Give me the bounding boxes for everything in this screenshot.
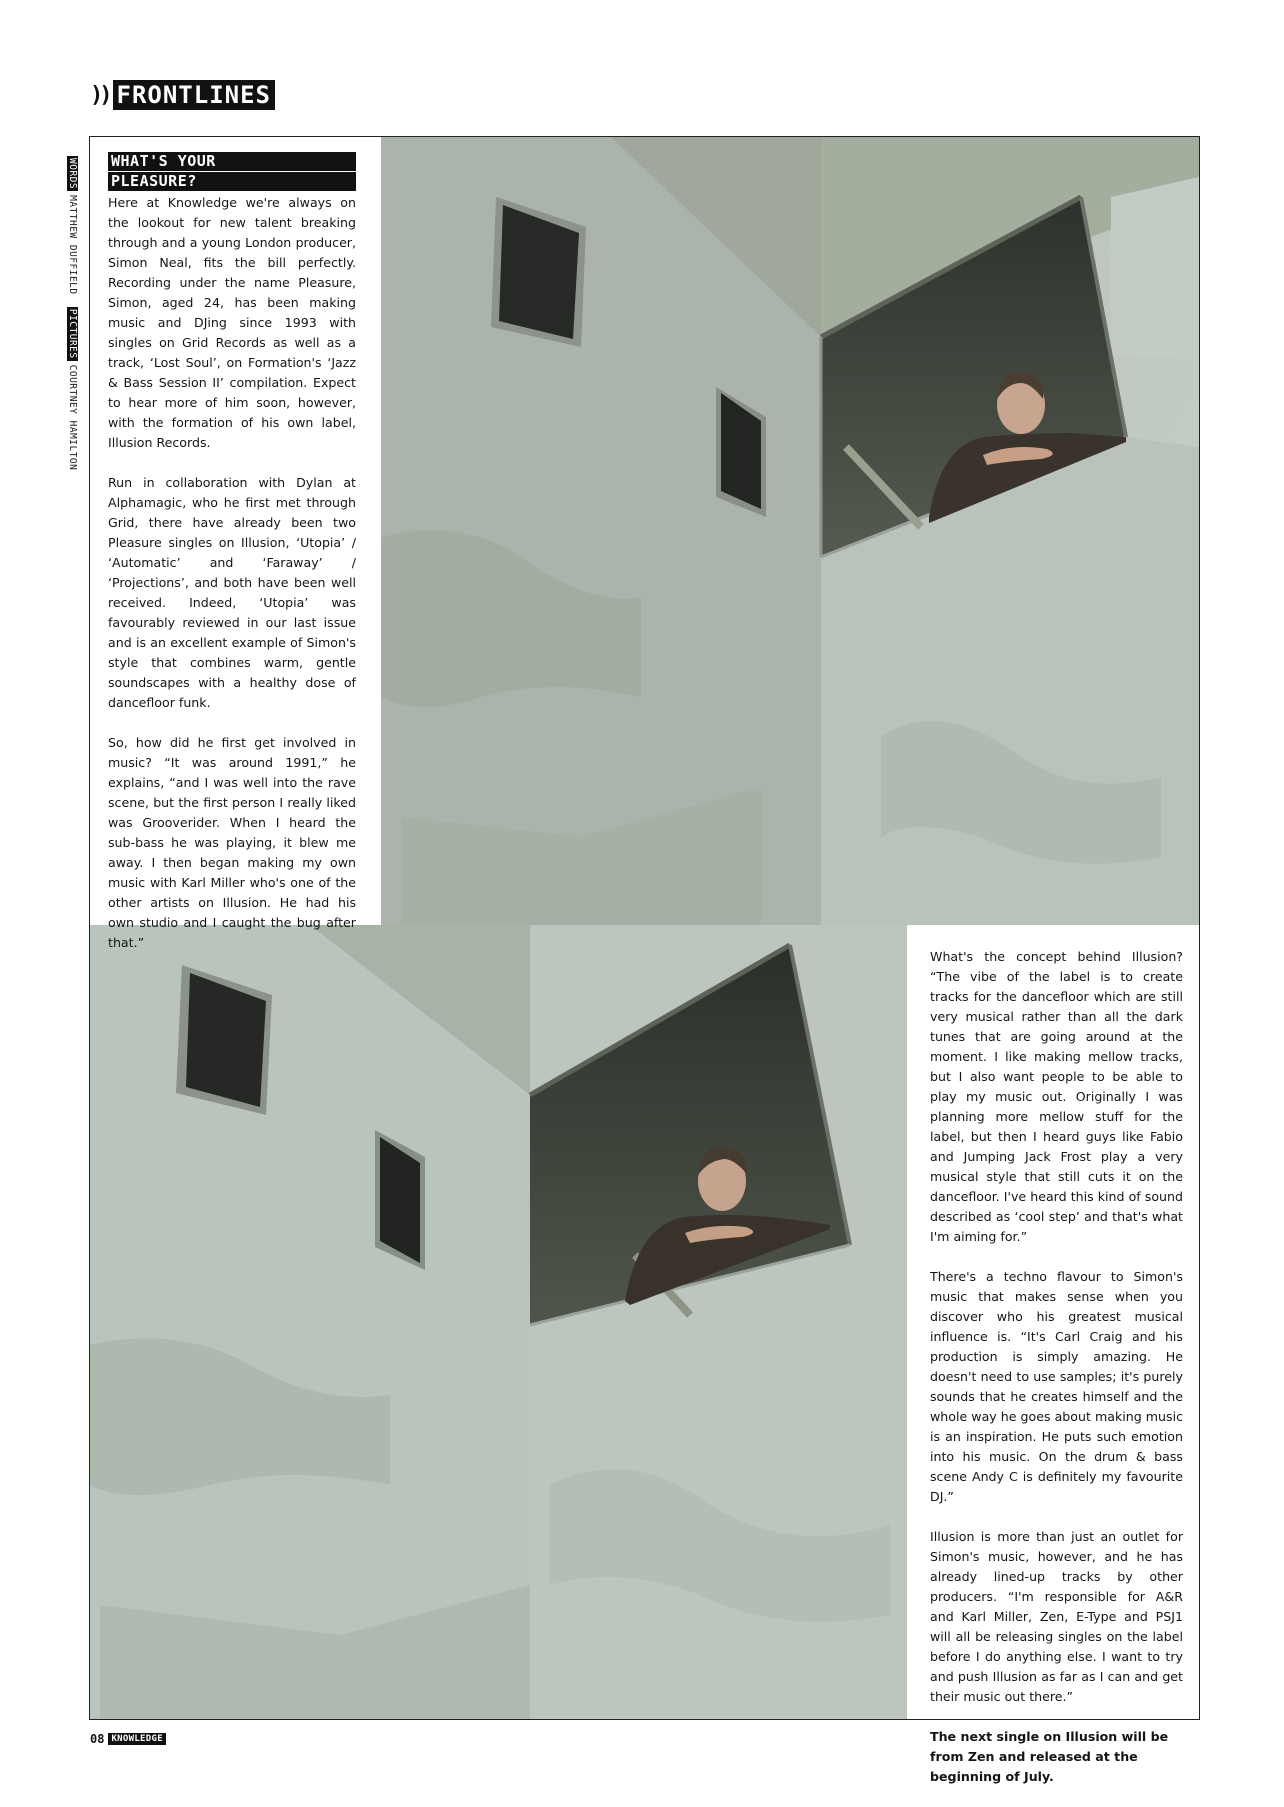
article-heading xyxy=(108,152,356,191)
paragraph: Run in collaboration with Dylan at Alphamagic, who he first met through Grid, there have already been two Pleasure singles on Illusion, ‘Utopia’ / ‘Automatic’ and ‘Faraway’ / ‘Projections’, and both have been well received. Indeed, ‘Utopia’ was favourably reviewed in our last issue and is an excellent example of Simon's style that combines warm, gentle soundscapes with a healthy dose of dancefloor funk. xyxy=(108,475,356,710)
article-column-right xyxy=(930,947,1183,1807)
credits xyxy=(64,156,80,471)
words-label: WORDS xyxy=(67,158,78,190)
heading-line-1: WHAT'S YOUR xyxy=(108,152,356,171)
photo-top-image xyxy=(381,137,1199,925)
words-name: MATTHEW DUFFIELD xyxy=(67,195,78,295)
paragraph: So, how did he first get involved in music? “It was around 1991,” he explains, “and I was well into the rave scene, but the first person I really liked was Grooverider. When I heard the sub-bass he was playing, it blew me away. I then began making my own music with Karl Miller who's one of the other artists on Illusion. He had his own studio and I caught the bug after that.” xyxy=(108,735,356,950)
photo-bottom xyxy=(90,925,907,1719)
section-header xyxy=(90,80,275,110)
pictures-label: PICTURES xyxy=(67,308,78,359)
paragraph: Illusion is more than just an outlet for Simon's music, however, and he has already lined-up tracks by other producers. “I'm responsible for A&R and Karl Miller, Zen, E-Type and PSJ1 will all be releasing singles on the label before I do anything else. I want to try and push Illusion as far as I can and get their music out there.” xyxy=(930,1529,1183,1704)
photo-bottom-image xyxy=(90,925,907,1719)
article-column-left xyxy=(108,152,356,973)
heading-line-2: PLEASURE? xyxy=(108,172,356,191)
section-arrows: )) xyxy=(90,82,109,108)
page-footer xyxy=(90,1732,166,1746)
footer-brand: KNOWLEDGE xyxy=(108,1733,165,1745)
paragraph: There's a techno flavour to Simon's music that makes sense when you discover who his greatest musical influence is. “It's Carl Craig and his production is simply amazing. He doesn't need to use samples; it's purely sounds that he creates himself and the whole way he goes about making music is an inspiration. He puts such emotion into his music. On the drum & bass scene Andy C is definitely my favourite DJ.” xyxy=(930,1269,1183,1504)
section-title: FRONTLINES xyxy=(113,80,276,110)
closing-note: The next single on Illusion will be from Zen and released at the beginning of July. xyxy=(930,1729,1169,1784)
paragraph: Here at Knowledge we're always on the lookout for new talent breaking through and a young London producer, Simon Neal, fits the bill perfectly. Recording under the name Pleasure, Simon, aged 24, has been making music and DJing since 1993 with singles on Grid Records as well as a track, ‘Lost Soul’, on Formation's ‘Jazz & Bass Session II’ compilation. Expect to hear more of him soon, however, with the formation of his own label, Illusion Records. xyxy=(108,195,356,450)
page-number: 08 xyxy=(90,1732,105,1746)
pictures-name: COURTNEY HAMILTON xyxy=(67,364,78,471)
paragraph: What's the concept behind Illusion? “The vibe of the label is to create tracks for the dancefloor which are still very musical rather than all the dark tunes that are going around at the moment. I like making mellow tracks, but I also want people to be able to play my music out. Originally I was planning more mellow stuff for the label, but then I heard guys like Fabio and Jumping Jack Frost play a very musical style that still cuts it on the dancefloor. I've heard this kind of sound described as ‘cool step’ and that's what I'm aiming for.” xyxy=(930,949,1183,1244)
photo-top xyxy=(381,137,1199,925)
